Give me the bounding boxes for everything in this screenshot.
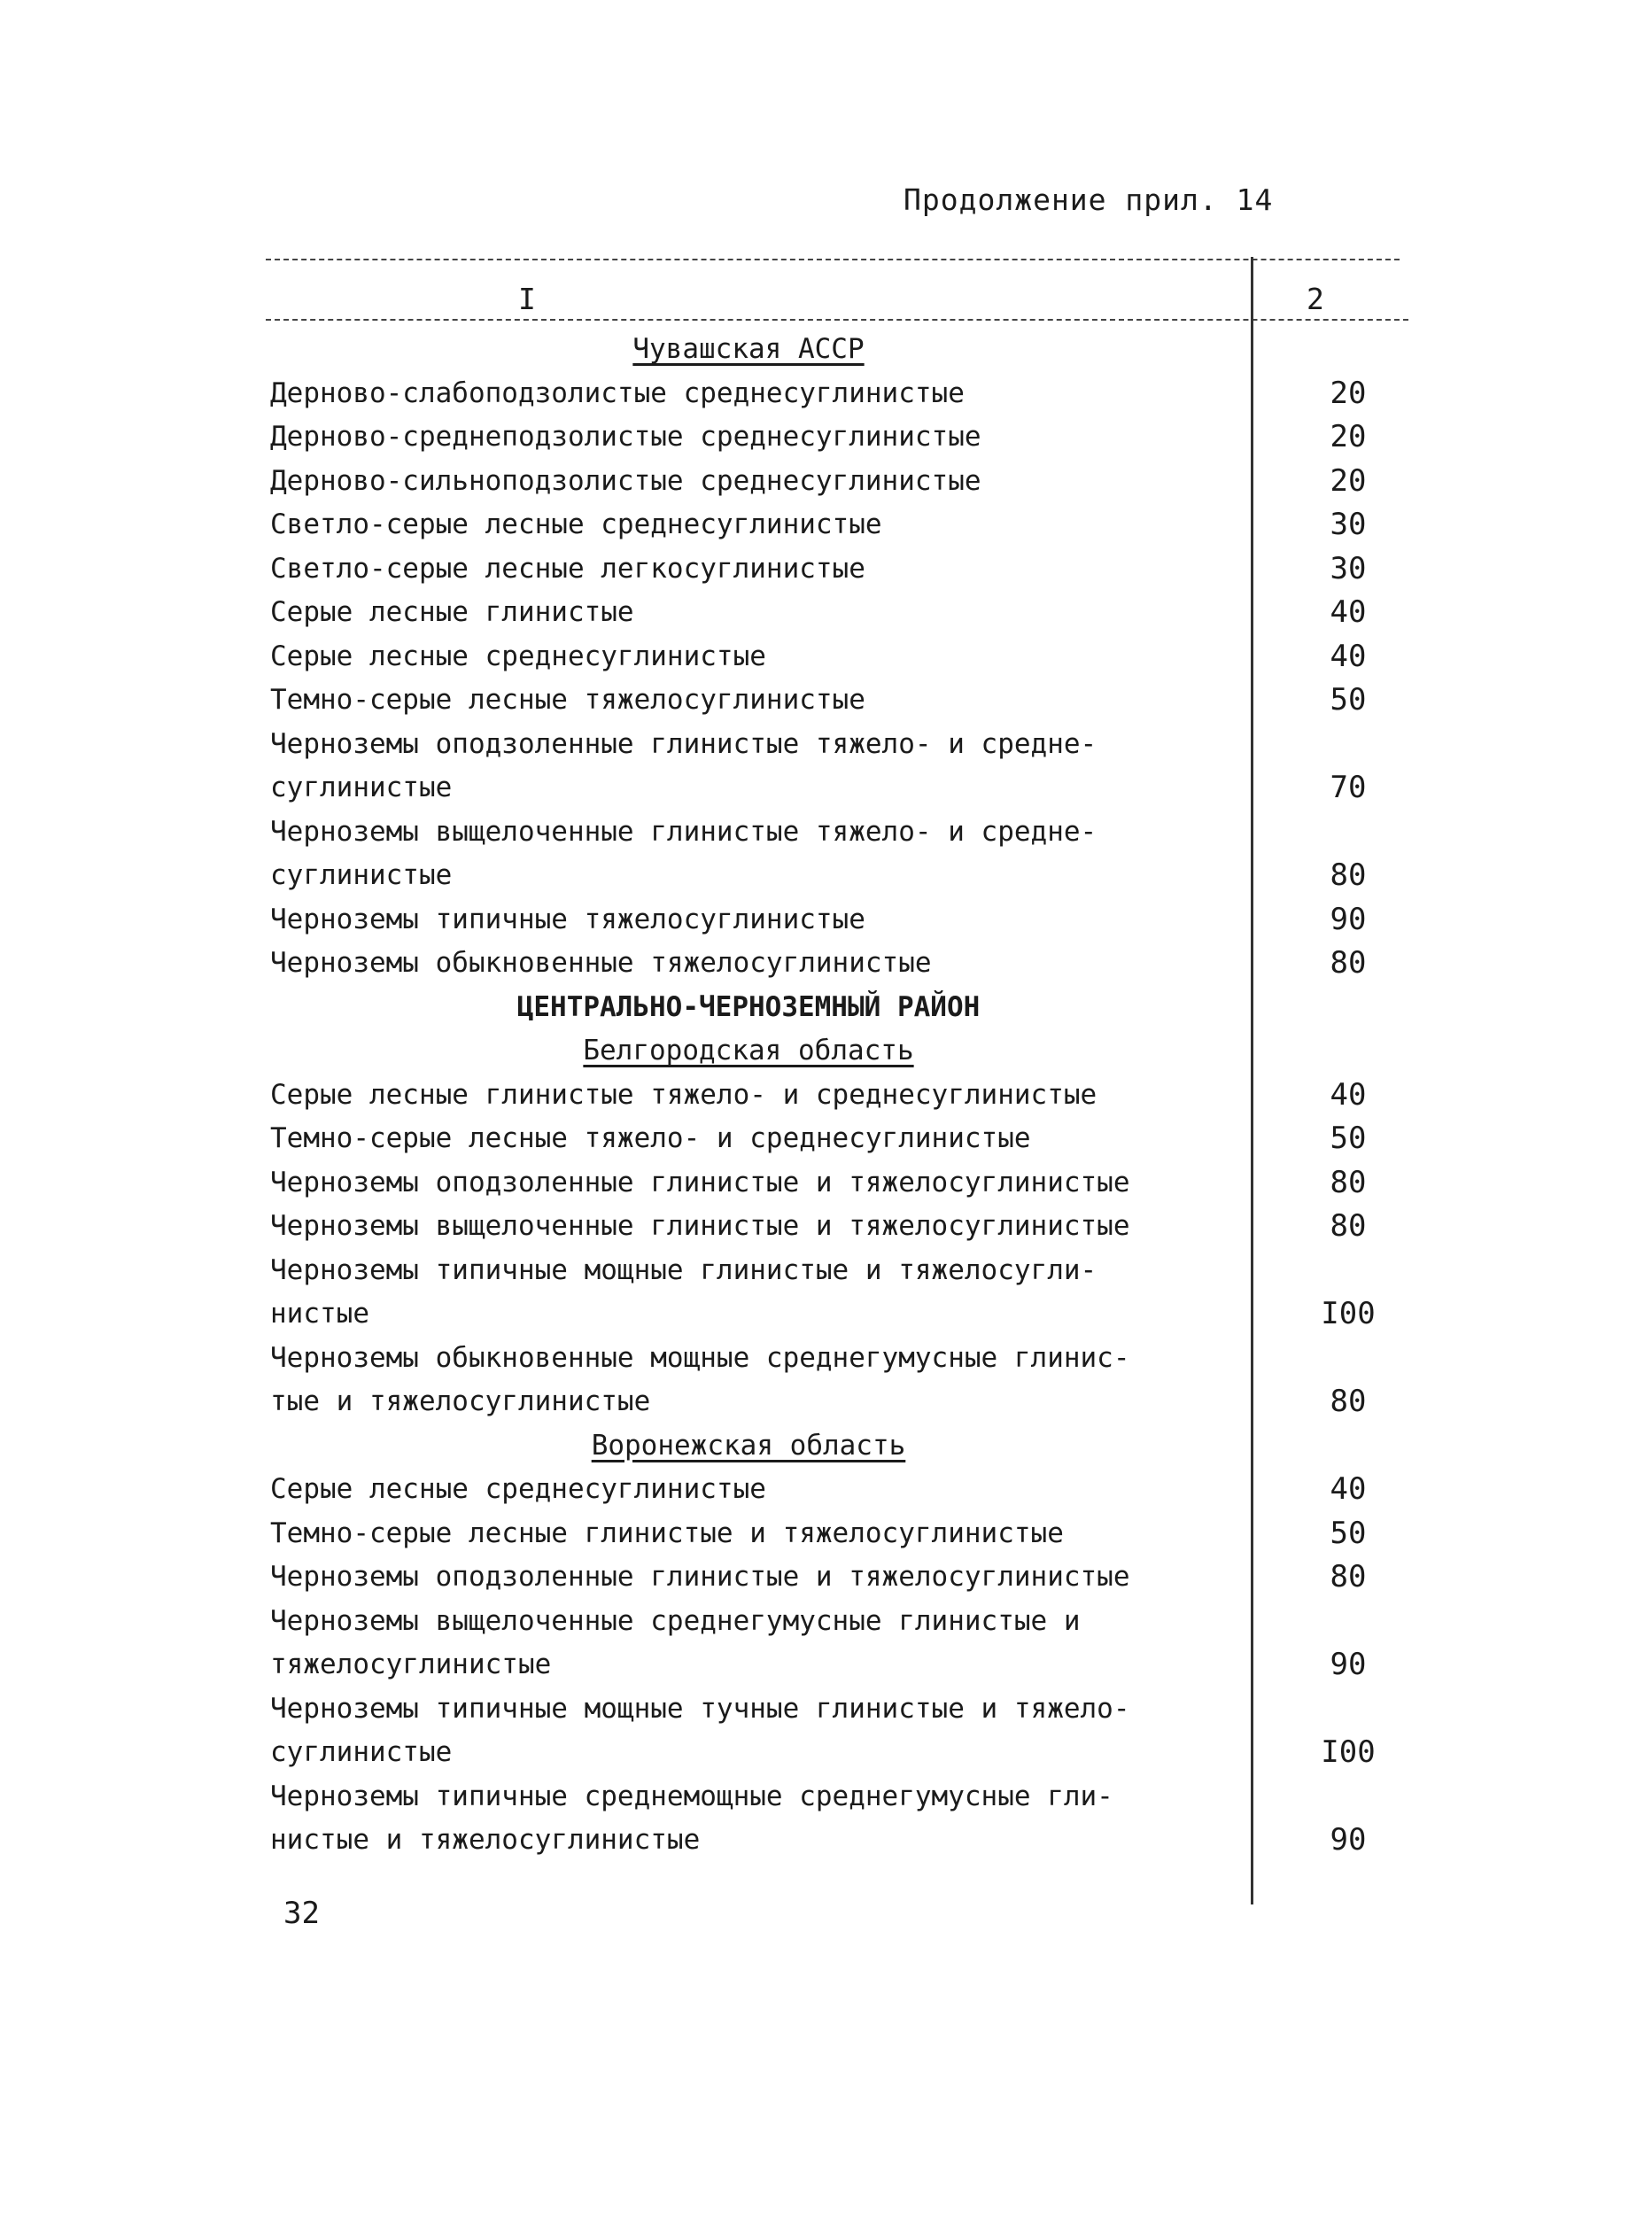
soil-type-text [270, 503, 882, 547]
table-row [270, 898, 1404, 942]
cell-text: Черноземы оподзоленные глинистые и тяжелосуглинистые [270, 1166, 1130, 1198]
score-value: 20 [1330, 419, 1367, 454]
cell-text: Черноземы оподзоленные глинистые и тяжелосуглинистые [270, 1561, 1130, 1593]
table-row [270, 1775, 1404, 1819]
table-row [270, 1380, 1404, 1424]
table-row [270, 547, 1404, 592]
score-value: 40 [1330, 594, 1367, 630]
cell-text: Серые лесные глинистые [270, 596, 634, 628]
score-value: 90 [1330, 901, 1367, 937]
cell-text: Черноземы обыкновенные мощные среднегумусные глинис- [270, 1341, 1130, 1374]
soil-type-text [270, 679, 865, 723]
soil-type-text [270, 723, 1097, 767]
table-row [270, 1687, 1404, 1732]
soil-type-text [270, 1775, 1113, 1819]
cell-text: тяжелосуглинистые [270, 1648, 552, 1680]
score-value: 30 [1330, 550, 1367, 586]
cell-text: суглинистые [270, 859, 453, 891]
soil-type-text [270, 415, 981, 460]
cell-text: Черноземы выщелоченные глинистые и тяжелосуглинистые [270, 1210, 1130, 1242]
cell-text: Серые лесные глинистые тяжело- и среднесуглинистые [270, 1078, 1097, 1111]
table-row [270, 1512, 1404, 1556]
score-value: 90 [1330, 1822, 1367, 1858]
table-row [270, 415, 1404, 460]
cell-text: Серые лесные среднесуглинистые [270, 640, 766, 672]
score-value: 90 [1330, 1647, 1367, 1682]
cell-text: суглинистые [270, 772, 453, 803]
score-value: I00 [1321, 1734, 1376, 1770]
score-value: 30 [1330, 507, 1367, 542]
cell-text: Черноземы типичные мощные тучные глинистые и тяжело- [270, 1692, 1130, 1725]
score-value: 40 [1330, 1471, 1367, 1507]
column-header-rule [266, 319, 1408, 321]
table-row [270, 1731, 1404, 1775]
table-row [270, 1117, 1404, 1161]
score-value: 70 [1330, 770, 1367, 805]
score-value: 50 [1330, 682, 1367, 718]
soil-type-text [270, 1117, 1031, 1161]
soil-type-text [270, 547, 865, 592]
table-row [270, 372, 1404, 416]
soil-type-text [270, 1731, 452, 1775]
soil-type-text [270, 1819, 700, 1863]
cell-text: ЦЕНТРАЛЬНО-ЧЕРНОЗЕМНЫЙ РАЙОН [516, 990, 981, 1023]
score-value: 80 [1330, 857, 1367, 893]
score-value: 40 [1330, 638, 1367, 674]
table-top-rule [266, 259, 1400, 260]
cell-text: тые и тяжелосуглинистые [270, 1385, 651, 1417]
soil-type-text [270, 898, 865, 942]
table-row [270, 591, 1404, 635]
section-heading-text [270, 1029, 1227, 1074]
score-value: 80 [1330, 1559, 1367, 1594]
score-value: 80 [1330, 1208, 1367, 1244]
score-value: 20 [1330, 375, 1367, 411]
table-row [270, 1468, 1404, 1512]
cell-text: Черноземы оподзоленные глинистые тяжело- и средне- [270, 727, 1097, 760]
cell-text: нистые и тяжелосуглинистые [270, 1824, 701, 1856]
cell-text: Черноземы типичные мощные глинистые и тяжелосугли- [270, 1253, 1097, 1286]
table-row [270, 723, 1404, 767]
column-header-2: 2 [1307, 282, 1324, 316]
cell-text: Черноземы типичные среднемощные среднегумусные гли- [270, 1780, 1113, 1812]
column-header-1: I [518, 282, 536, 316]
soil-type-text [270, 1074, 1097, 1118]
table-row [270, 460, 1404, 504]
cell-text: Темно-серые лесные глинистые и тяжелосуглинистые [270, 1516, 1064, 1549]
table-row [270, 1074, 1404, 1118]
table-row [270, 1161, 1404, 1206]
soil-type-text [270, 1380, 650, 1424]
page-header-note: Продолжение прил. 14 [904, 182, 1274, 217]
table-row [270, 1205, 1404, 1249]
cell-text: Чувашская АССР [632, 333, 865, 365]
soil-type-text [270, 766, 452, 811]
score-value: 50 [1330, 1121, 1367, 1156]
cell-text: суглинистые [270, 1736, 453, 1768]
soil-type-text [270, 1555, 1130, 1600]
table-row [270, 1819, 1404, 1863]
table-row [270, 1292, 1404, 1337]
table-row [270, 811, 1404, 855]
cell-text: Дерново-среднеподзолистые среднесуглинистые [270, 421, 981, 453]
soil-type-text [270, 1292, 369, 1337]
score-value: 50 [1330, 1515, 1367, 1551]
score-value: I00 [1321, 1296, 1376, 1331]
soil-type-text [270, 1205, 1130, 1249]
cell-text: Светло-серые лесные среднесуглинистые [270, 508, 882, 540]
soil-type-text [270, 460, 981, 504]
cell-text: Черноземы выщелоченные глинистые тяжело- и средне- [270, 815, 1097, 848]
soil-type-text [270, 591, 634, 635]
cell-text: Серые лесные среднесуглинистые [270, 1473, 766, 1505]
section-heading [270, 1029, 1404, 1074]
cell-text: Дерново-сильноподзолистые среднесуглинистые [270, 464, 981, 497]
score-value: 20 [1330, 462, 1367, 499]
cell-text: Светло-серые лесные легкосуглинистые [270, 552, 865, 585]
soil-type-text [270, 811, 1097, 855]
soil-type-text [270, 942, 932, 986]
score-value: 80 [1330, 1164, 1367, 1200]
cell-text: Черноземы типичные тяжелосуглинистые [270, 903, 865, 935]
cell-text: Темно-серые лесные тяжелосуглинистые [270, 684, 865, 716]
soil-type-text [270, 635, 766, 679]
score-value: 80 [1330, 945, 1367, 981]
table-row [270, 766, 1404, 811]
score-value: 80 [1330, 1384, 1367, 1419]
cell-text: Воронежская область [591, 1429, 906, 1462]
soil-type-text [270, 1337, 1130, 1381]
soil-type-text [270, 372, 965, 416]
soil-type-text [270, 1161, 1130, 1206]
section-heading [270, 1424, 1404, 1469]
cell-text: Белгородская область [583, 1035, 914, 1067]
cell-text: Дерново-слабоподзолистые среднесуглинистые [270, 376, 965, 409]
soil-type-text [270, 1600, 1081, 1644]
section-heading [270, 986, 1404, 1030]
cell-text: нистые [270, 1298, 369, 1330]
soil-type-text [270, 1643, 551, 1687]
soil-type-text [270, 1468, 766, 1512]
table-row [270, 635, 1404, 679]
soil-type-text [270, 854, 452, 898]
table-row [270, 1337, 1404, 1381]
table-row [270, 1643, 1404, 1687]
table-row [270, 1249, 1404, 1293]
table-row [270, 942, 1404, 986]
soil-type-text [270, 1512, 1064, 1556]
soil-type-text [270, 1687, 1130, 1732]
soil-type-text [270, 1249, 1097, 1293]
table-row [270, 679, 1404, 723]
score-value: 40 [1330, 1076, 1367, 1113]
table-row [270, 1600, 1404, 1644]
soil-table-body [270, 328, 1404, 1863]
section-heading-text [270, 1424, 1227, 1469]
cell-text: Черноземы обыкновенные тяжелосуглинистые [270, 947, 932, 979]
table-row [270, 503, 1404, 547]
table-row [270, 1555, 1404, 1600]
cell-text: Черноземы выщелоченные среднегумусные глинистые и [270, 1604, 1081, 1637]
page-number: 32 [283, 1896, 320, 1931]
table-row [270, 854, 1404, 898]
section-heading-text [270, 328, 1227, 372]
cell-text: Темно-серые лесные тяжело- и среднесуглинистые [270, 1122, 1031, 1154]
section-heading-text [270, 986, 1227, 1030]
section-heading [270, 328, 1404, 372]
